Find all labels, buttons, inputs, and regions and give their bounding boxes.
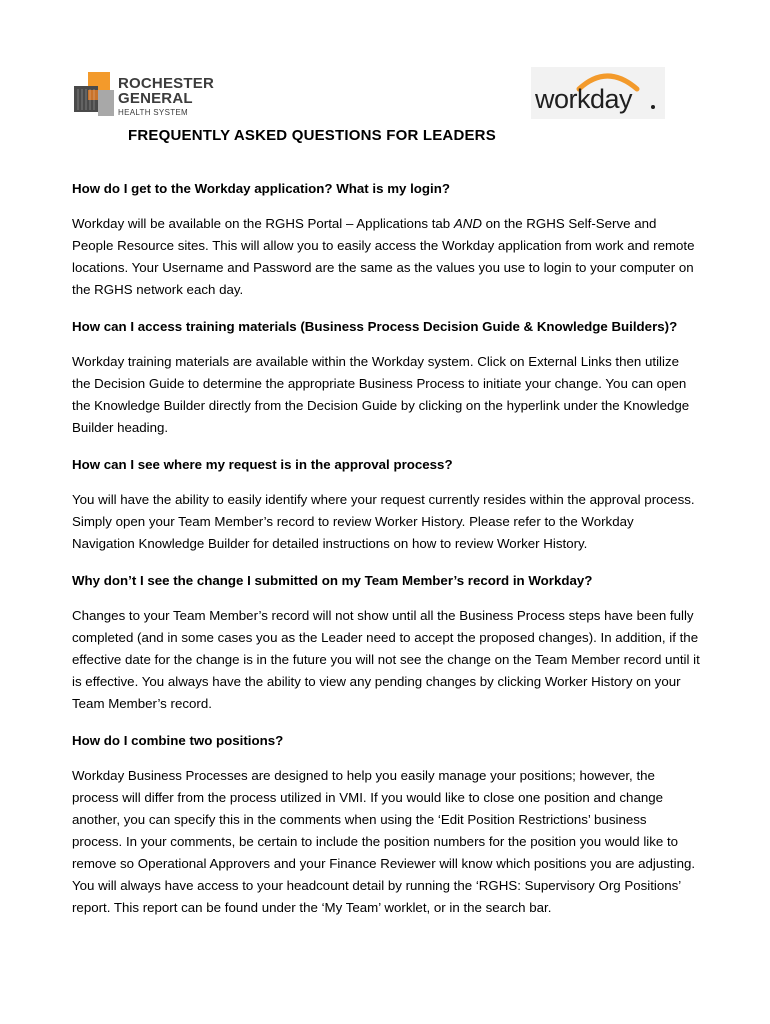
faq-list <box>72 180 700 936</box>
faq-answer-login-part2: on the RGHS Self-Serve and People Resource sites. This will allow you to easily access the Workday application from work and remote locations. Your Username and Password are the same as the values you use to login to your computer on the RGHS network each day. <box>72 216 695 297</box>
faq-question-approval: How can I see where my request is in the approval process? <box>72 457 453 472</box>
logo-line-general: GENERAL <box>118 90 193 107</box>
faq-answer-approval: You will have the ability to easily identify where your request currently resides within the approval process. Simply open your Team Member’s record to review Worker History. Please refer to the Workday Navigation Knowledge Builder for detailed instructions on how to review Worker History. <box>72 492 695 551</box>
faq-question-login: How do I get to the Workday application? What is my login? <box>72 181 450 196</box>
faq-answer-combine-positions: Workday Business Processes are designed to help you easily manage your positions; however, the process will differ from the process utilized in VMI. If you would like to close one position and change another, you can specify this in the comments when using the ‘Edit Position Restrictions’ business process. In your comments, be certain to include the position numbers for the position you would like to remove so Operational Approvers and your Finance Reviewer will know which positions you are adjusting. You will always have access to your headcount detail by running the ‘RGHS: Supervisory Org Positions’ report. This report can be found under the ‘My Team’ worklet, or in the search bar. <box>72 768 696 915</box>
rghs-logo <box>74 72 224 120</box>
logo-line-rochester: ROCHESTER <box>118 75 214 92</box>
faq-answer-login <box>72 213 700 301</box>
faq-answer-login-emphasis: AND <box>453 216 482 231</box>
workday-logo-dot-icon <box>651 105 655 109</box>
faq-question-change-visibility: Why don’t I see the change I submitted on my Team Member’s record in Workday? <box>72 573 593 588</box>
faq-answer-change-visibility: Changes to your Team Member’s record will not show until all the Business Process steps have been fully completed (and in some cases you as the Leader need to accept the proposed changes). In addition, if the effective date for the change is in the future you will not see the change on the Team Member record until it is effective. You always have the ability to view any pending changes by clicking Worker History on your Team Member’s record. <box>72 608 700 711</box>
faq-question-combine-positions: How do I combine two positions? <box>72 733 284 748</box>
faq-question-training: How can I access training materials (Business Process Decision Guide & Knowledge Builders)? <box>72 319 678 334</box>
workday-logo-text: workday <box>535 84 633 114</box>
workday-logo <box>531 67 665 119</box>
faq-answer-login-part1: Workday will be available on the RGHS Portal – Applications tab <box>72 216 454 231</box>
logo-line-health-system: HEALTH SYSTEM <box>118 108 188 117</box>
faq-answer-training: Workday training materials are available within the Workday system. Click on External Links then utilize the Decision Guide to determine the appropriate Business Process to initiate your change. You can open the Knowledge Builder directly from the Decision Guide by clicking on the hyperlink under the Knowledge Builder heading. <box>72 354 690 435</box>
rghs-logo-mark-icon <box>74 72 114 118</box>
page-title: FREQUENTLY ASKED QUESTIONS FOR LEADERS <box>128 127 496 144</box>
